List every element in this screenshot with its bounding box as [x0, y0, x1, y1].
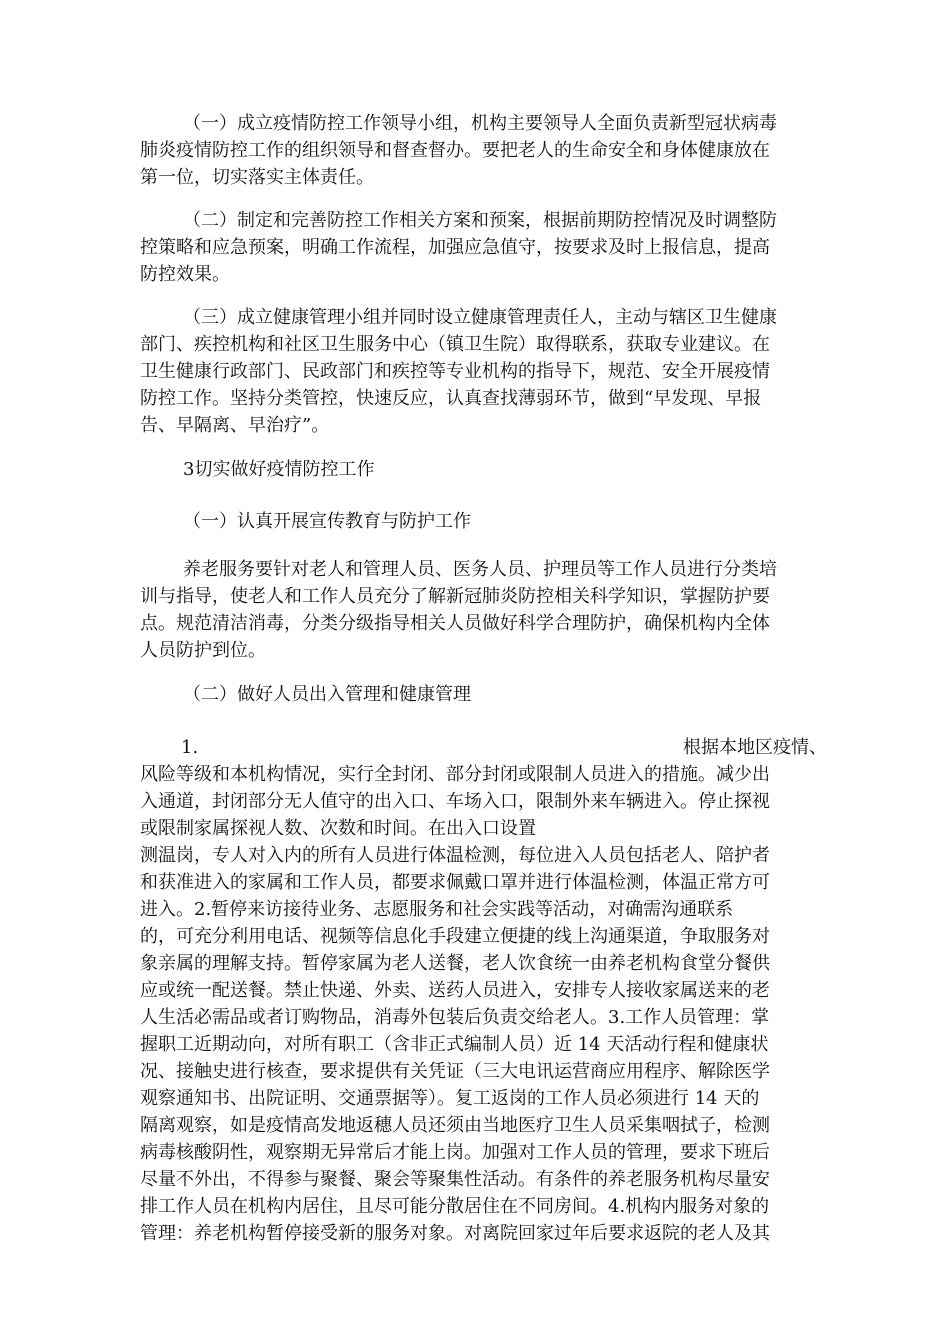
subheading-2: （二）做好人员出入管理和健康管理: [183, 684, 471, 705]
item-number: 1.: [181, 737, 199, 758]
para5-line10: 人生活必需品或者订购物品，消毒外包装后负责交给老人。3.工作人员管理：掌: [140, 1007, 770, 1028]
para5-line15: 病毒核酸阴性，观察期无异常后才能上岗。加强对工作人员的管理，要求下班后: [140, 1142, 770, 1163]
para5-line13: 观察通知书、出院证明、交通票据等）。复工返岗的工作人员必须进行 14 天的: [140, 1088, 760, 1109]
para5-line1: 风险等级和本机构情况，实行全封闭、部分封闭或限制人员进入的措施。减少出: [140, 764, 770, 785]
para5-line12: 况、接触史进行核查，要求提供有关凭证（三大电讯运营商应用程序、解除医学: [140, 1061, 770, 1082]
para3-line4: 防控工作。坚持分类管控，快速反应，认真查找薄弱环节，做到“早发现、早报: [140, 388, 762, 409]
para5-line3: 或限制家属探视人数、次数和时间。在出入口设置: [140, 818, 536, 839]
para5-line8: 象亲属的理解支持。暂停家属为老人送餐，老人饮食统一由养老机构食堂分餐供: [140, 953, 770, 974]
para3-line5: 告、早隔离、早治疗”。: [140, 415, 330, 436]
para1-line3: 第一位，切实落实主体责任。: [140, 167, 374, 188]
para5-line7: 的，可充分利用电话、视频等信息化手段建立便捷的线上沟通渠道，争取服务对: [140, 926, 770, 947]
para5-line18: 管理：养老机构暂停接受新的服务对象。对离院回家过年后要求返院的老人及其: [140, 1223, 770, 1244]
para1-line2: 肺炎疫情防控工作的组织领导和督查督办。要把老人的生命安全和身体健康放在: [140, 140, 770, 161]
para5-line4: 测温岗，专人对入内的所有人员进行体温检测，每位进入人员包括老人、陪护者: [140, 845, 770, 866]
para2-line3: 防控效果。: [140, 264, 230, 285]
para5-line9: 应或统一配送餐。禁止快递、外卖、送药人员进入，安排专人接收家属送来的老: [140, 980, 770, 1001]
para5-line14: 隔离观察，如是疫情高发地返穗人员还须由当地医疗卫生人员采集咽拭子，检测: [140, 1115, 770, 1136]
para4-line4: 人员防护到位。: [140, 640, 266, 661]
para5-line17: 排工作人员在机构内居住，且尽可能分散居住在不同房间。4.机构内服务对象的: [140, 1196, 770, 1217]
para4-line3: 点。规范清洁消毒，分类分级指导相关人员做好科学合理防护，确保机构内全体: [140, 613, 770, 634]
para5-line6: 进入。2.暂停来访接待业务、志愿服务和社会实践等活动，对确需沟通联系: [140, 899, 734, 920]
para1-line1: （一）成立疫情防控工作领导小组，机构主要领导人全面负责新型冠状病毒: [183, 113, 777, 134]
para3-line1: （三）成立健康管理小组并同时设立健康管理责任人，主动与辖区卫生健康: [183, 307, 777, 328]
para5-line16: 尽量不外出，不得参与聚餐、聚会等聚集性活动。有条件的养老服务机构尽量安: [140, 1169, 770, 1190]
para5-line11: 握职工近期动向，对所有职工（含非正式编制人员）近 14 天活动行程和健康状: [140, 1034, 769, 1055]
para2-line1: （二）制定和完善防控工作相关方案和预案，根据前期防控情况及时调整防: [183, 210, 777, 231]
para4-line2: 训与指导，使老人和工作人员充分了解新冠肺炎防控相关科学知识，掌握防护要: [140, 586, 770, 607]
para5-line5: 和获准进入的家属和工作人员，都要求佩戴口罩并进行体温检测，体温正常方可: [140, 872, 770, 893]
para3-line2: 部门、疾控机构和社区卫生服务中心（镇卫生院）取得联系，获取专业建议。在: [140, 334, 770, 355]
item1-lead-text: 根据本地区疫情、: [683, 737, 827, 758]
subheading-1: （一）认真开展宣传教育与防护工作: [183, 511, 471, 532]
para2-line2: 控策略和应急预案，明确工作流程，加强应急值守，按要求及时上报信息，提高: [140, 237, 770, 258]
para4-line1: 养老服务要针对老人和管理人员、医务人员、护理员等工作人员进行分类培: [183, 559, 777, 580]
para5-line2: 入通道，封闭部分无人值守的出入口、车场入口，限制外来车辆进入。停止探视: [140, 791, 770, 812]
section-heading-3: 3切实做好疫情防控工作: [183, 459, 375, 480]
para3-line3: 卫生健康行政部门、民政部门和疾控等专业机构的指导下，规范、安全开展疫情: [140, 361, 770, 382]
